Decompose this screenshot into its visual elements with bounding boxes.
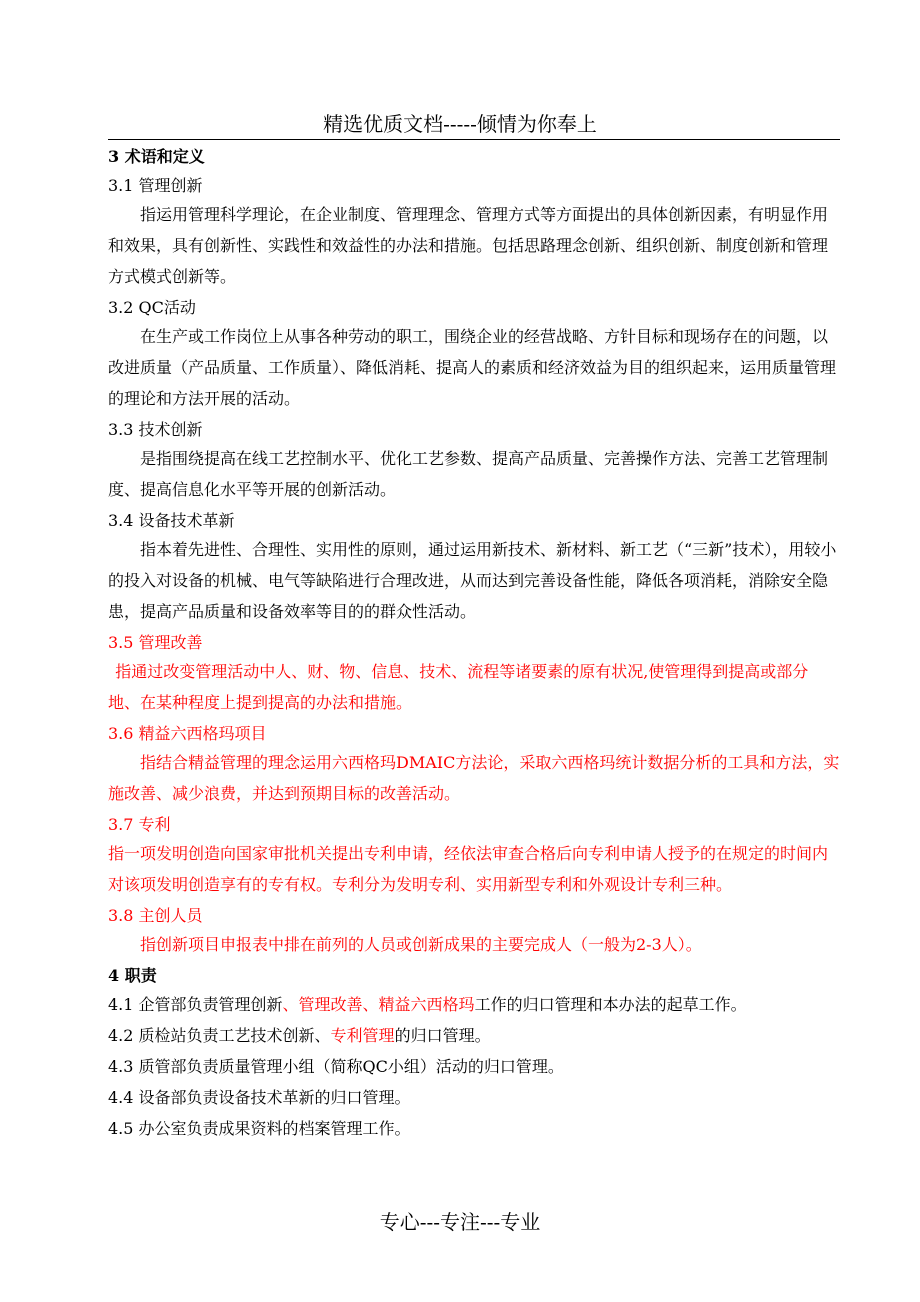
page-footer: 专心---专注---专业 bbox=[379, 1210, 541, 1234]
section-item-4-2 bbox=[108, 1020, 840, 1051]
section-heading-3-4: 3.4 设备技术革新 bbox=[108, 511, 235, 530]
section-body-3-4: 指本着先进性、合理性、实用性的原则，通过运用新技术、新材料、新工艺（“三新”技术），用较小的投入对设备的机械、电气等缺陷进行合理改进，从而达到完善设备性能，降低各项消耗，消除安全隐患，提高产品质量和设备效率等目的的群众性活动。 bbox=[108, 540, 837, 621]
section-body-3-8: 指创新项目申报表中排在前列的人员或创新成果的主要完成人（一般为2-3人）。 bbox=[140, 935, 702, 954]
section-heading-3-7: 3.7 专利 bbox=[108, 815, 171, 834]
section-body-3-2: 在生产或工作岗位上从事各种劳动的职工，围绕企业的经营战略、方针目标和现场存在的问题，以改进质量（产品质量、工作质量）、降低消耗、提高人的素质和经济效益为目的组织起来，运用质量管理的理论和方法开展的活动。 bbox=[108, 327, 837, 408]
section-body-3-3: 是指围绕提高在线工艺控制水平、优化工艺参数、提高产品质量、完善操作方法、完善工艺管理制度、提高信息化水平等开展的创新活动。 bbox=[108, 449, 829, 499]
header-divider bbox=[108, 139, 840, 140]
item-4-1-suffix: 工作的归口管理和本办法的起草工作。 bbox=[474, 995, 747, 1014]
section-heading-3-8: 3.8 主创人员 bbox=[108, 906, 203, 925]
section-item-4-5: 4.5 办公室负责成果资料的档案管理工作。 bbox=[108, 1119, 411, 1138]
section-heading-3-3: 3.3 技术创新 bbox=[108, 420, 203, 439]
section-body-3-1: 指运用管理科学理论，在企业制度、管理理念、管理方式等方面提出的具体创新因素，有明显作用和效果，具有创新性、实践性和效益性的办法和措施。包括思路理念创新、组织创新、制度创新和管理方式模式创新等。 bbox=[108, 205, 829, 286]
section-heading-3-1: 3.1 管理创新 bbox=[108, 176, 203, 195]
section-heading-3-6: 3.6 精益六西格玛项目 bbox=[108, 724, 267, 743]
page-header: 精选优质文档-----倾情为你奉上 bbox=[323, 112, 597, 136]
item-4-2-prefix: 4.2 质检站负责工艺技术创新、 bbox=[108, 1026, 331, 1045]
section-heading-3: 3 术语和定义 bbox=[108, 147, 205, 166]
section-heading-4: 4 职责 bbox=[108, 966, 157, 985]
item-4-1-highlight: 、管理改善、精益六西格玛 bbox=[282, 995, 475, 1014]
item-4-2-suffix: 的归口管理。 bbox=[394, 1026, 491, 1045]
item-4-2-highlight: 专利管理 bbox=[330, 1026, 395, 1045]
item-4-1-prefix: 4.1 企管部负责管理创新 bbox=[108, 995, 283, 1014]
section-heading-3-5: 3.5 管理改善 bbox=[108, 633, 203, 652]
section-item-4-1 bbox=[108, 989, 840, 1020]
section-item-4-3: 4.3 质管部负责质量管理小组（简称QC小组）活动的归口管理。 bbox=[108, 1057, 564, 1076]
section-item-4-4: 4.4 设备部负责设备技术革新的归口管理。 bbox=[108, 1088, 411, 1107]
document-body bbox=[108, 141, 840, 1144]
section-body-3-7: 指一项发明创造向国家审批机关提出专利申请，经依法审查合格后向专利申请人授予的在规定的时间内对该项发明创造享有的专有权。专利分为发明专利、实用新型专利和外观设计专利三种。 bbox=[108, 844, 829, 894]
section-body-3-6: 指结合精益管理的理念运用六西格玛DMAIC方法论，采取六西格玛统计数据分析的工具和方法，实施改善、减少浪费，并达到预期目标的改善活动。 bbox=[108, 753, 840, 803]
section-heading-3-2: 3.2 QC活动 bbox=[108, 298, 196, 317]
section-body-3-5: 指通过改变管理活动中人、财、物、信息、技术、流程等诸要素的原有状况,使管理得到提高或部分地、在某种程度上提到提高的办法和措施。 bbox=[108, 662, 809, 712]
